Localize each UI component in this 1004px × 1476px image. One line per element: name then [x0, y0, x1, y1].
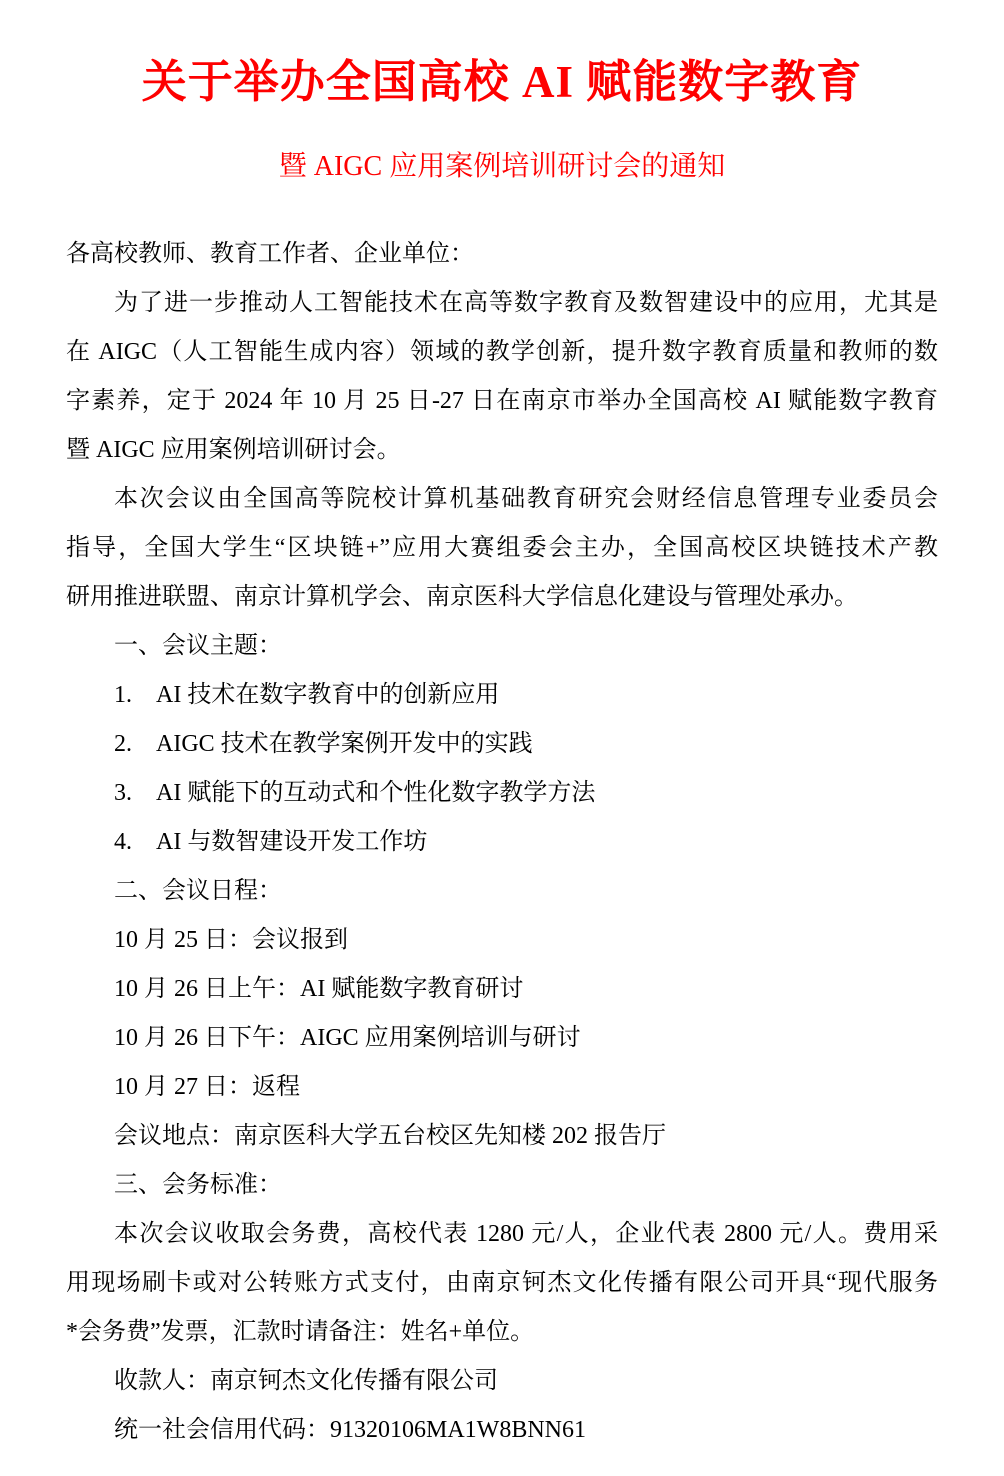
topic-item-3: 3. AI 赋能下的互动式和个性化数字教学方法 [114, 780, 596, 806]
credit-code-line: 统一社会信用代码：91320106MA1W8BNN61 [114, 1417, 586, 1443]
organizers-paragraph-line: 本次会议由全国高等院校计算机基础教育研究会财经信息管理专业委员会 [114, 486, 938, 512]
schedule-item-3: 10 月 26 日下午：AIGC 应用案例培训与研讨 [114, 1025, 581, 1051]
section-schedule-heading: 二、会议日程： [114, 878, 282, 904]
venue-line: 会议地点：南京医科大学五台校区先知楼 202 报告厅 [114, 1123, 666, 1149]
organizers-paragraph-line: 指导，全国大学生“区块链+”应用大赛组委会主办，全国高校区块链技术产教 [66, 535, 938, 561]
payee-line: 收款人：南京钶杰文化传播有限公司 [114, 1368, 498, 1394]
section-topics-heading: 一、会议主题： [114, 633, 282, 659]
notice-body [66, 230, 938, 1455]
topic-item-1: 1. AI 技术在数字教育中的创新应用 [114, 682, 500, 708]
salutation-line: 各高校教师、教育工作者、企业单位： [66, 241, 474, 267]
fees-paragraph-line: *会务费”发票，汇款时请备注：姓名+单位。 [66, 1319, 535, 1345]
topic-item-2: 2. AIGC 技术在教学案例开发中的实践 [114, 731, 533, 757]
fees-paragraph-line: 本次会议收取会务费，高校代表 1280 元/人，企业代表 2800 元/人。费用采 [114, 1221, 938, 1247]
schedule-item-2: 10 月 26 日上午：AI 赋能数字教育研讨 [114, 976, 524, 1002]
intro-paragraph-line: 字素养，定于 2024 年 10 月 25 日-27 日在南京市举办全国高校 AI 赋能数字教育 [66, 388, 938, 414]
notice-title-line-1: 关于举办全国高校 AI 赋能数字教育 [141, 57, 863, 107]
intro-paragraph-line: 在 AIGC（人工智能生成内容）领域的教学创新，提升数字教育质量和教师的数 [66, 339, 938, 365]
fees-paragraph-line: 用现场刷卡或对公转账方式支付，由南京钶杰文化传播有限公司开具“现代服务 [66, 1270, 938, 1296]
intro-paragraph-line: 为了进一步推动人工智能技术在高等数字教育及数智建设中的应用，尤其是 [114, 290, 938, 316]
schedule-item-4: 10 月 27 日：返程 [114, 1074, 300, 1100]
topic-item-4: 4. AI 与数智建设开发工作坊 [114, 829, 428, 855]
intro-paragraph-line: 暨 AIGC 应用案例培训研讨会。 [66, 437, 401, 463]
notice-title-line-2: 暨 AIGC 应用案例培训研讨会的通知 [278, 151, 726, 182]
section-fees-heading: 三、会务标准： [114, 1172, 282, 1198]
organizers-paragraph-line: 研用推进联盟、南京计算机学会、南京医科大学信息化建设与管理处承办。 [66, 584, 858, 610]
schedule-item-1: 10 月 25 日：会议报到 [114, 927, 348, 953]
